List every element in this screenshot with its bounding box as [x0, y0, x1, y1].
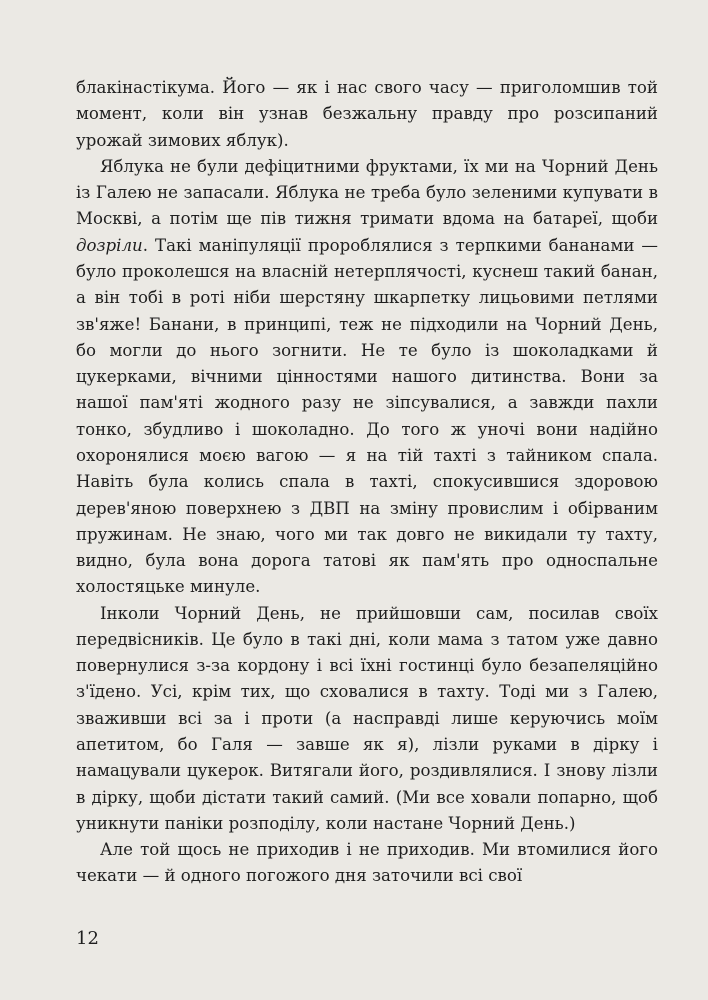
paragraph-waiting: Але той щось не приходив і не приходив. Ми втомилися його чекати — й одного погожого дня заточили всі свої — [76, 840, 658, 886]
apples-text-part-1: Яблука не були дефіцитними фруктами, їх ми на Чорний День із Галею не запасали. Яблука не треба було зеленими купувати в Москві, а потім ще пів тижня тримати вдома на батареї, щоби — [76, 156, 658, 229]
paragraph-apples — [76, 154, 658, 601]
page-body-text — [76, 75, 658, 890]
apples-text-part-2: . Такі маніпуляції пророблялися з терпкими бананами — було проколешся на власній нетерплячості, куснеш такий банан, а він тобі в роті ніби шерстяну шкарпетку лицьовими петлями зв'яже! Банани, в принципі, теж не підходили на Чорний День, бо могли до нього зогнити. Не те було із шоколадками й цукерками, вічними цінностями нашого дитинства. Вони за нашої пам'яті жодного разу не зіпсувалися, а завжди пахли тонко, збудливо і шоколадно. До того ж уночі вони надійно охоронялися моєю вагою — я на тій тахті з тайником спала. Навіть була колись спала в тахті, спокусившися здоровою дерев'яною поверхнею з ДВП на зміну провислим і обірваним пружинам. Не знаю, чого ми так довго не викидали ту тахту, видно, була вона дорога татові як пам'ять про односпальне холостяцьке минуле. — [76, 235, 658, 597]
paragraph-continuation: блакінастікума. Його — як і нас свого часу — приголомшив той момент, коли він узнав безжальну правду про розсипаний урожай зимових яблук). — [76, 78, 658, 150]
apples-italic-word: дозріли — [76, 235, 143, 255]
paragraph-precursors: Інколи Чорний День, не прийшовши сам, посилав своїх передвісників. Це було в такі дні, коли мама з татом уже давно повернулися з-за кордону і всі їхні гостинці було безапеляційно з'їдено. Усі, крім тих, що сховалися в тахту. Тоді ми з Галею, зваживши всі за і проти (а насправді лише керуючись моїм апетитом, бо Галя — завше як я), лізли руками в дірку і намацували цукерок. Витягали його, роздивлялися. І знову лізли в дірку, щоби дістати такий самий. (Ми все ховали попарно, щоб уникнути паніки розподілу, коли настане Чорний День.) — [76, 603, 658, 833]
page-number: 12 — [76, 928, 99, 949]
